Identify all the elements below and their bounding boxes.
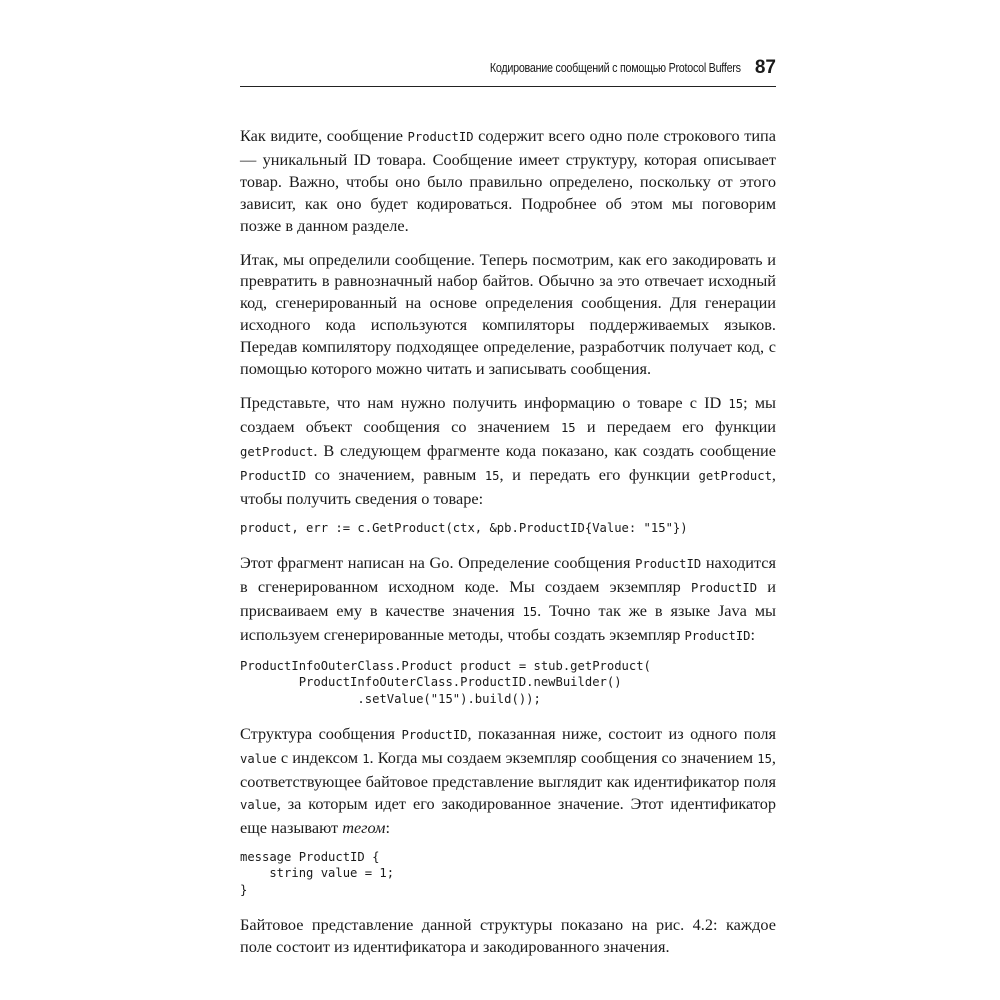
inline-code: getProduct bbox=[698, 468, 772, 483]
inline-code: value bbox=[240, 752, 277, 767]
book-page bbox=[240, 58, 776, 970]
page-body bbox=[240, 125, 776, 958]
paragraph-2: Итак, мы определили сообщение. Теперь посмотрим, как его закодировать и превратить в равнозначный набор байтов. Обычно за это отвечает исходный код, сгенерированный на основе определения сообщения. Для генерации исходного кода используются компиляторы поддерживаемых языков. Передав компилятору подходящее определение, разработчик получает код, с помощью которого можно читать и записывать сообщения. bbox=[240, 249, 776, 379]
code-block-go: product, err := c.GetProduct(ctx, &pb.ProductID{Value: "15"}) bbox=[240, 520, 688, 535]
paragraph-1: Как видите, сообщение ProductID содержит всего одно поле строкового типа — уникальный ID товара. Сообщение имеет структуру, которая описывает товар. Важно, чтобы оно было правильно определено, поскольку от этого зависит, как оно будет кодироваться. Подробнее об этом мы поговорим позже в данном разделе. bbox=[240, 126, 776, 235]
running-title: Кодирование сообщений с помощью Protocol Buffers bbox=[489, 61, 741, 75]
inline-code: ProductID bbox=[401, 728, 468, 743]
code-block-java: ProductInfoOuterClass.Product product = stub.getProduct( ProductInfoOuterClass.ProductID.newBuilder() .setValue("15").build()); bbox=[240, 658, 651, 706]
inline-code: getProduct bbox=[240, 444, 314, 459]
code-block-proto: message ProductID { string value = 1; } bbox=[240, 849, 395, 897]
inline-code: 15 bbox=[560, 420, 576, 435]
page-header bbox=[240, 58, 776, 87]
inline-code: ProductID bbox=[407, 130, 474, 144]
emphasis-term: тегом bbox=[342, 817, 386, 837]
page-number: 87 bbox=[754, 57, 776, 78]
paragraph-6: Байтовое представление данной структуры показано на рис. 4.2: каждое поле состоит из идентификатора и закодированного значения. bbox=[240, 915, 776, 957]
paragraph-3: Представьте, что нам нужно получить информацию о товаре с ID 15; мы создаем объект сообщения со значением 15 и передаем его функции getProduct. В следующем фрагменте кода показано, как создать сообщение ProductID со значением, равным 15, и передать его функции getProduct, чтобы получить сведения о товаре: bbox=[240, 392, 777, 508]
inline-code: ProductID bbox=[240, 468, 307, 483]
inline-code: ProductID bbox=[684, 628, 751, 643]
inline-code: ProductID bbox=[635, 557, 702, 571]
inline-code: 1 bbox=[362, 752, 370, 767]
inline-code: ProductID bbox=[691, 580, 758, 595]
inline-code: 15 bbox=[522, 604, 538, 619]
inline-code: 15 bbox=[728, 396, 744, 411]
inline-code: 15 bbox=[484, 468, 500, 483]
paragraph-5: Структура сообщения ProductID, показанная ниже, состоит из одного поля value с индексом 1. Когда мы создаем экземпляр сообщения со значением 15, соответствующее байтовое представление выглядит как идентификатор поля value, за которым идет его закодированное значение. Этот идентификатор еще называют тегом: bbox=[240, 724, 777, 837]
inline-code: 15 bbox=[757, 752, 772, 767]
inline-code: value bbox=[240, 797, 277, 812]
paragraph-4: Этот фрагмент написан на Go. Определение сообщения ProductID находится в сгенерированном исходном коде. Мы создаем экземпляр ProductID и присваиваем ему в качестве значения 15. Точно так же в языке Java мы используем сгенерированные методы, чтобы создать экземпляр ProductID: bbox=[240, 553, 776, 644]
